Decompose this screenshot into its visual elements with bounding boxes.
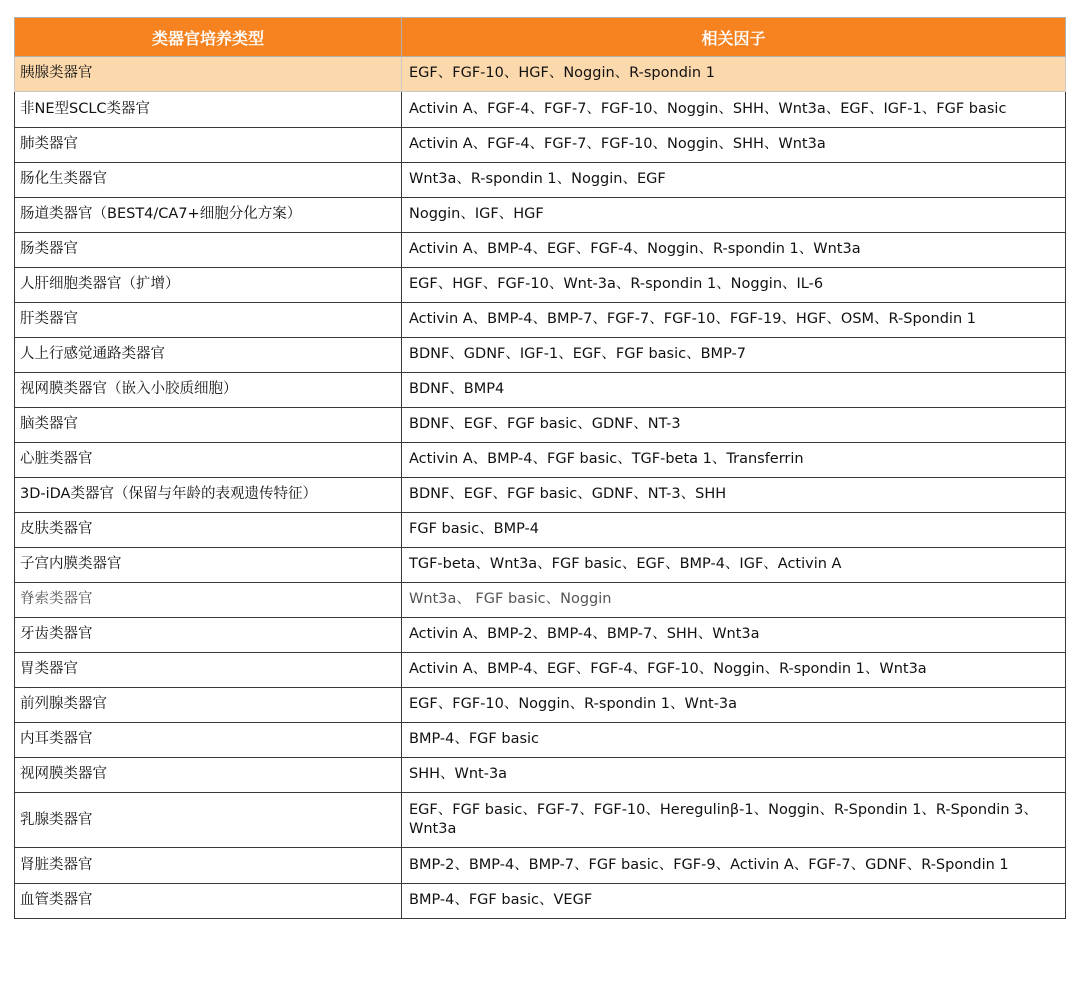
factors-cell: EGF、FGF-10、HGF、Noggin、R-spondin 1: [402, 57, 1066, 92]
table-row: [15, 128, 1066, 163]
table-row: [15, 618, 1066, 653]
organoid-type-cell: 前列腺类器官: [15, 688, 402, 723]
table-row: [15, 163, 1066, 198]
factors-cell: EGF、FGF basic、FGF-7、FGF-10、Heregulinβ-1、Noggin、R-Spondin 1、R-Spondin 3、Wnt3a: [402, 793, 1066, 848]
factors-cell: Activin A、FGF-4、FGF-7、FGF-10、Noggin、SHH、Wnt3a、EGF、IGF-1、FGF basic: [402, 92, 1066, 128]
table-row: [15, 793, 1066, 848]
table-row: [15, 303, 1066, 338]
organoid-type-cell: 视网膜类器官: [15, 758, 402, 793]
table-row: [15, 57, 1066, 92]
organoid-type-cell: 皮肤类器官: [15, 513, 402, 548]
factors-cell: Activin A、BMP-4、BMP-7、FGF-7、FGF-10、FGF-19、HGF、OSM、R-Spondin 1: [402, 303, 1066, 338]
factors-cell: BMP-2、BMP-4、BMP-7、FGF basic、FGF-9、Activin A、FGF-7、GDNF、R-Spondin 1: [402, 848, 1066, 884]
organoid-type-cell: 脑类器官: [15, 408, 402, 443]
table-row: [15, 198, 1066, 233]
organoid-type-cell: 肠化生类器官: [15, 163, 402, 198]
table-row: [15, 443, 1066, 478]
organoid-type-cell: 乳腺类器官: [15, 793, 402, 848]
factors-cell: EGF、HGF、FGF-10、Wnt-3a、R-spondin 1、Noggin、IL-6: [402, 268, 1066, 303]
factors-cell: TGF-beta、Wnt3a、FGF basic、EGF、BMP-4、IGF、Activin A: [402, 548, 1066, 583]
table-row: [15, 338, 1066, 373]
organoid-type-cell: 子宫内膜类器官: [15, 548, 402, 583]
factors-cell: Activin A、BMP-2、BMP-4、BMP-7、SHH、Wnt3a: [402, 618, 1066, 653]
factors-cell: Activin A、BMP-4、EGF、FGF-4、FGF-10、Noggin、R-spondin 1、Wnt3a: [402, 653, 1066, 688]
organoid-type-cell: 人上行感觉通路类器官: [15, 338, 402, 373]
factors-cell: BDNF、EGF、FGF basic、GDNF、NT-3、SHH: [402, 478, 1066, 513]
organoid-type-cell: 肝类器官: [15, 303, 402, 338]
factors-cell: BDNF、BMP4: [402, 373, 1066, 408]
organoid-type-cell: 肺类器官: [15, 128, 402, 163]
factors-cell: SHH、Wnt-3a: [402, 758, 1066, 793]
table-header-row: [15, 18, 1066, 57]
factors-cell: Activin A、BMP-4、EGF、FGF-4、Noggin、R-spondin 1、Wnt3a: [402, 233, 1066, 268]
organoid-factor-table: [14, 17, 1066, 919]
organoid-type-cell: 血管类器官: [15, 884, 402, 919]
factors-cell: BMP-4、FGF basic、VEGF: [402, 884, 1066, 919]
organoid-type-cell: 肠类器官: [15, 233, 402, 268]
table-row: [15, 723, 1066, 758]
table-row: [15, 653, 1066, 688]
factors-cell: EGF、FGF-10、Noggin、R-spondin 1、Wnt-3a: [402, 688, 1066, 723]
organoid-type-cell: 脊索类器官: [15, 583, 402, 618]
table-row: [15, 92, 1066, 128]
table-row: [15, 758, 1066, 793]
header-related-factors: 相关因子: [402, 18, 1066, 57]
table-row: [15, 478, 1066, 513]
table-row: [15, 548, 1066, 583]
organoid-type-cell: 视网膜类器官（嵌入小胶质细胞）: [15, 373, 402, 408]
factors-cell: Noggin、IGF、HGF: [402, 198, 1066, 233]
factors-cell: Activin A、FGF-4、FGF-7、FGF-10、Noggin、SHH、Wnt3a: [402, 128, 1066, 163]
factors-cell: BDNF、EGF、FGF basic、GDNF、NT-3: [402, 408, 1066, 443]
organoid-type-cell: 心脏类器官: [15, 443, 402, 478]
organoid-type-cell: 3D-iDA类器官（保留与年龄的表观遗传特征）: [15, 478, 402, 513]
organoid-type-cell: 胰腺类器官: [15, 57, 402, 92]
table-row: [15, 513, 1066, 548]
organoid-type-cell: 肾脏类器官: [15, 848, 402, 884]
table-row: [15, 233, 1066, 268]
organoid-type-cell: 肠道类器官（BEST4/CA7+细胞分化方案）: [15, 198, 402, 233]
table-row: [15, 688, 1066, 723]
organoid-type-cell: 人肝细胞类器官（扩增）: [15, 268, 402, 303]
factors-cell: FGF basic、BMP-4: [402, 513, 1066, 548]
organoid-type-cell: 胃类器官: [15, 653, 402, 688]
factors-cell: Wnt3a、 FGF basic、Noggin: [402, 583, 1066, 618]
organoid-factor-table-container: [14, 17, 1065, 919]
organoid-type-cell: 牙齿类器官: [15, 618, 402, 653]
factors-cell: Activin A、BMP-4、FGF basic、TGF-beta 1、Transferrin: [402, 443, 1066, 478]
table-row: [15, 373, 1066, 408]
table-row: [15, 408, 1066, 443]
table-row: [15, 848, 1066, 884]
factors-cell: BDNF、GDNF、IGF-1、EGF、FGF basic、BMP-7: [402, 338, 1066, 373]
table-row: [15, 583, 1066, 618]
organoid-type-cell: 内耳类器官: [15, 723, 402, 758]
factors-cell: Wnt3a、R-spondin 1、Noggin、EGF: [402, 163, 1066, 198]
organoid-type-cell: 非NE型SCLC类器官: [15, 92, 402, 128]
table-row: [15, 268, 1066, 303]
factors-cell: BMP-4、FGF basic: [402, 723, 1066, 758]
header-organoid-type: 类器官培养类型: [15, 18, 402, 57]
table-row: [15, 884, 1066, 919]
